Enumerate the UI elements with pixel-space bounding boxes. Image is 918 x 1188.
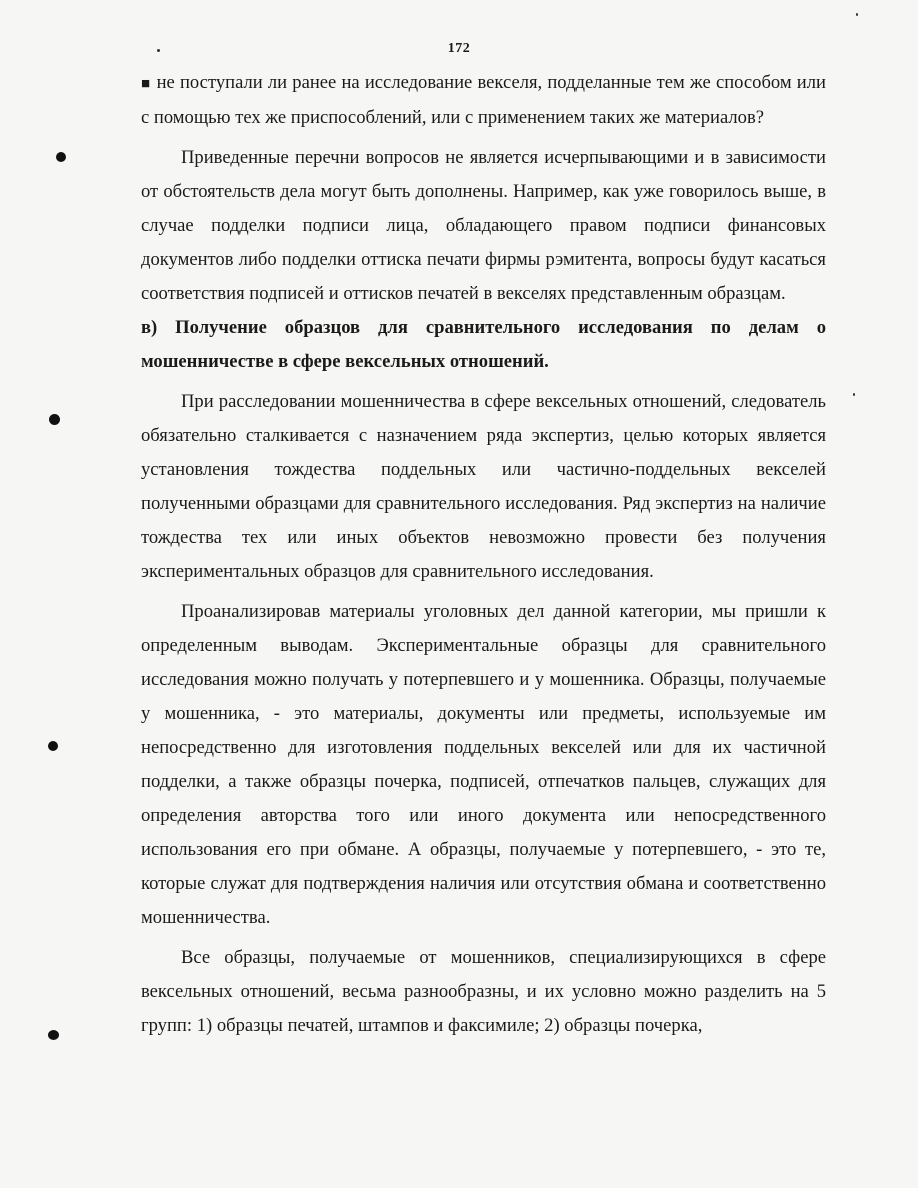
paragraph: Все образцы, получаемые от мошенников, специализирующихся в сфере вексельных отношений, весьма разнообразны, и их условно можно разделить на 5 групп: 1) образцы печатей, штампов и факсимиле; 2) образцы почерка, [141,947,826,1036]
scan-speck [856,13,858,16]
binding-hole-dot [49,414,60,425]
square-bullet-icon: ■ [141,76,151,92]
paragraph: Приведенные перечни вопросов не является исчерпывающими и в зависимости от обстоятельств дела могут быть дополнены. Например, как уже говорилось выше, в случае подделки подписи лица, обладающего правом подписи финансовых документов либо подделки оттиска печати фирмы рэмитента, вопросы будут касаться соответствия подписей и оттисков печатей в векселях представленным образцам. [141,147,826,304]
bullet-paragraph [141,66,826,135]
page-number: 172 [447,41,471,56]
binding-hole-dot [56,152,66,162]
section-heading: в) Получение образцов для сравнительного исследования по делам о мошенничестве в сфере вексельных отношений. [141,317,826,372]
scan-speck [157,49,160,52]
paragraph-text: не поступали ли ранее на исследование векселя, подделанные тем же способом или с помощью тех же приспособлений, или с применением таких же материалов? [141,72,826,128]
paragraph: При расследовании мошенничества в сфере вексельных отношений, следователь обязательно сталкивается с назначением ряда экспертиз, целью которых является установления тождества поддельных или частично-поддельных векселей полученными образцами для сравнительного исследования. Ряд экспертиз на наличие тождества тех или иных объектов невозможно провести без получения экспериментальных образцов для сравнительного исследования. [141,391,826,582]
binding-hole-dot [48,1030,59,1040]
scan-speck [853,393,855,396]
paragraph: Проанализировав материалы уголовных дел данной категории, мы пришли к определенным выводам. Экспериментальные образцы для сравнительного исследования можно получать у потерпевшего и у мошенника. Образцы, получаемые у мошенника, - это материалы, документы или предметы, используемые им непосредственно для изготовления поддельных векселей или для их частичной подделки, а также образцы почерка, подписей, отпечатков пальцев, служащих для определения авторства того или иного документа или непосредственного использования его при обмане. А образцы, получаемые у потерпевшего, - это те, которые служат для подтверждения наличия или отсутствия обмана и соответственно мошенничества. [141,601,826,928]
binding-hole-dot [48,741,58,751]
document-body [141,66,826,1043]
